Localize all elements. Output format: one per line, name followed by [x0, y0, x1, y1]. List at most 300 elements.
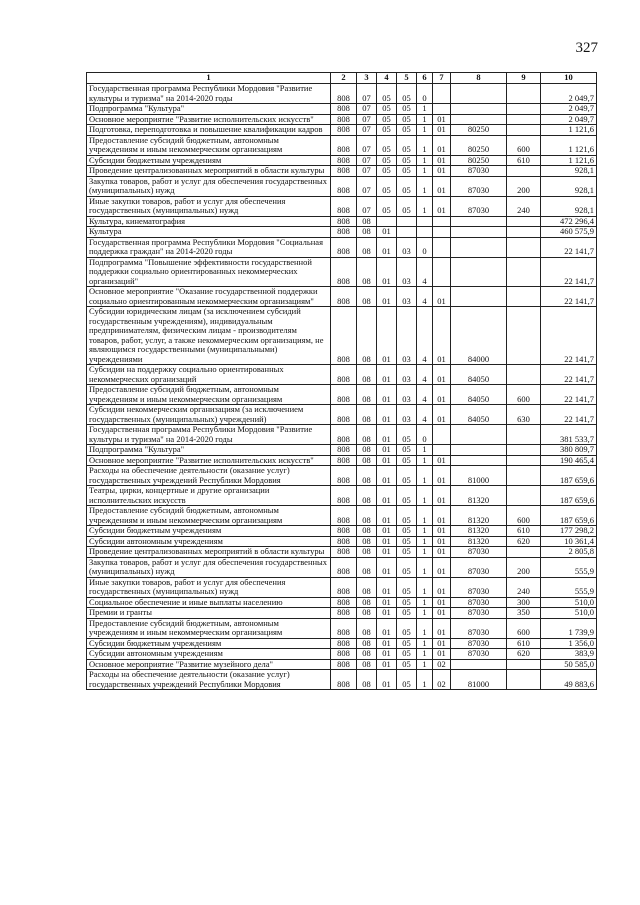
row-description: Театры, цирки, концертные и другие организации исполнительских искусств — [87, 486, 331, 506]
row-code — [451, 425, 507, 445]
row-description: Субсидии бюджетным учреждениям — [87, 526, 331, 537]
row-code — [433, 445, 451, 456]
row-code: 05 — [397, 125, 417, 136]
row-code: 87030 — [451, 547, 507, 558]
row-code: 01 — [433, 547, 451, 558]
row-description: Закупка товаров, работ и услуг для обеспечения государственных (муниципальных) нужд — [87, 557, 331, 577]
row-code: 01 — [433, 455, 451, 466]
row-code: 1 — [417, 506, 433, 526]
row-code — [507, 237, 541, 257]
table-row — [87, 385, 597, 405]
row-description: Субсидии на поддержку социально ориентированных некоммерческих организаций — [87, 365, 331, 385]
row-description: Расходы на обеспечение деятельности (оказание услуг) государственных учреждений Республики Мордовия — [87, 670, 331, 690]
row-code: 808 — [331, 237, 357, 257]
table-row — [87, 670, 597, 690]
row-amount: 187 659,6 — [541, 506, 597, 526]
table-row — [87, 287, 597, 307]
table-row — [87, 659, 597, 670]
row-code — [507, 166, 541, 177]
row-code: 01 — [433, 287, 451, 307]
row-code: 01 — [433, 597, 451, 608]
row-code: 05 — [397, 486, 417, 506]
row-code: 08 — [357, 638, 377, 649]
row-code: 81320 — [451, 536, 507, 547]
row-code — [507, 84, 541, 104]
row-code: 01 — [433, 405, 451, 425]
row-code: 4 — [417, 257, 433, 287]
row-code — [377, 216, 397, 227]
row-code: 08 — [357, 659, 377, 670]
row-code — [507, 659, 541, 670]
row-code: 01 — [433, 176, 451, 196]
row-amount: 1 121,6 — [541, 155, 597, 166]
row-description: Культура — [87, 227, 331, 238]
row-code: 05 — [377, 104, 397, 115]
row-code: 200 — [507, 557, 541, 577]
row-amount: 177 298,2 — [541, 526, 597, 537]
table-row — [87, 196, 597, 216]
row-amount: 187 659,6 — [541, 466, 597, 486]
row-code — [507, 365, 541, 385]
table-header-row — [87, 73, 597, 84]
row-code: 81320 — [451, 506, 507, 526]
row-amount: 22 141,7 — [541, 287, 597, 307]
row-code: 05 — [397, 536, 417, 547]
row-code: 01 — [377, 425, 397, 445]
row-code: 01 — [377, 227, 397, 238]
row-code: 01 — [433, 155, 451, 166]
row-code: 05 — [397, 84, 417, 104]
table-row — [87, 405, 597, 425]
row-code: 08 — [357, 536, 377, 547]
row-code — [433, 227, 451, 238]
row-code: 1 — [417, 486, 433, 506]
row-description: Премии и гранты — [87, 608, 331, 619]
row-code — [507, 227, 541, 238]
row-amount: 22 141,7 — [541, 405, 597, 425]
row-code: 05 — [377, 84, 397, 104]
row-code: 01 — [377, 307, 397, 365]
row-code: 08 — [357, 257, 377, 287]
row-code: 01 — [433, 638, 451, 649]
row-code: 07 — [357, 84, 377, 104]
row-code: 01 — [433, 608, 451, 619]
table-row — [87, 155, 597, 166]
row-code: 84050 — [451, 365, 507, 385]
row-code: 1 — [417, 577, 433, 597]
row-code: 01 — [377, 536, 397, 547]
row-code: 620 — [507, 536, 541, 547]
row-code: 05 — [397, 466, 417, 486]
row-code: 02 — [433, 659, 451, 670]
row-code: 87030 — [451, 638, 507, 649]
row-code: 01 — [433, 125, 451, 136]
row-code: 240 — [507, 577, 541, 597]
row-code: 808 — [331, 287, 357, 307]
row-code — [507, 125, 541, 136]
row-code: 808 — [331, 526, 357, 537]
row-code: 808 — [331, 670, 357, 690]
row-amount: 1 121,6 — [541, 125, 597, 136]
row-code: 01 — [377, 257, 397, 287]
row-code: 05 — [397, 455, 417, 466]
row-code: 01 — [433, 557, 451, 577]
row-code: 87030 — [451, 618, 507, 638]
row-code: 87030 — [451, 577, 507, 597]
row-code — [417, 216, 433, 227]
row-code — [507, 307, 541, 365]
row-code: 08 — [357, 547, 377, 558]
row-code: 80250 — [451, 135, 507, 155]
row-code: 08 — [357, 466, 377, 486]
row-code: 01 — [433, 365, 451, 385]
row-amount: 49 883,6 — [541, 670, 597, 690]
row-code: 01 — [433, 618, 451, 638]
row-code — [451, 114, 507, 125]
row-code: 05 — [397, 649, 417, 660]
row-code: 350 — [507, 608, 541, 619]
row-code: 01 — [433, 486, 451, 506]
row-description: Государственная программа Республики Мордовия "Развитие культуры и туризма" на 2014-2020 годы — [87, 84, 331, 104]
row-code: 808 — [331, 166, 357, 177]
row-code: 01 — [433, 135, 451, 155]
row-code: 08 — [357, 577, 377, 597]
row-amount: 190 465,4 — [541, 455, 597, 466]
row-code: 05 — [397, 597, 417, 608]
row-code: 01 — [377, 466, 397, 486]
row-code: 1 — [417, 135, 433, 155]
row-code — [507, 445, 541, 456]
row-code — [433, 104, 451, 115]
row-code: 05 — [397, 608, 417, 619]
row-code: 08 — [357, 445, 377, 456]
row-code: 600 — [507, 385, 541, 405]
row-code: 1 — [417, 670, 433, 690]
row-code: 01 — [433, 307, 451, 365]
table-row — [87, 84, 597, 104]
row-code: 808 — [331, 307, 357, 365]
row-code: 05 — [397, 659, 417, 670]
row-code — [507, 216, 541, 227]
column-header: 10 — [541, 73, 597, 84]
column-header: 1 — [87, 73, 331, 84]
row-code: 07 — [357, 114, 377, 125]
row-code: 4 — [417, 365, 433, 385]
row-code: 05 — [397, 557, 417, 577]
budget-table — [86, 72, 597, 690]
row-description: Подпрограмма "Культура" — [87, 445, 331, 456]
row-code: 01 — [377, 385, 397, 405]
table-row — [87, 526, 597, 537]
row-code: 01 — [433, 196, 451, 216]
row-code: 08 — [357, 425, 377, 445]
row-code: 87030 — [451, 166, 507, 177]
table-row — [87, 445, 597, 456]
row-code: 08 — [357, 385, 377, 405]
row-description: Социальное обеспечение и иные выплаты населению — [87, 597, 331, 608]
row-code: 01 — [377, 649, 397, 660]
row-code: 84000 — [451, 307, 507, 365]
table-row — [87, 176, 597, 196]
row-code: 87030 — [451, 649, 507, 660]
row-code: 05 — [377, 125, 397, 136]
row-code: 07 — [357, 176, 377, 196]
row-code: 808 — [331, 196, 357, 216]
row-amount: 1 356,0 — [541, 638, 597, 649]
row-code: 05 — [397, 425, 417, 445]
row-code: 03 — [397, 287, 417, 307]
row-code: 808 — [331, 84, 357, 104]
row-code: 05 — [397, 104, 417, 115]
row-code — [397, 227, 417, 238]
row-code: 1 — [417, 526, 433, 537]
row-code — [451, 104, 507, 115]
row-code: 808 — [331, 425, 357, 445]
row-code: 808 — [331, 506, 357, 526]
table-row — [87, 455, 597, 466]
row-code: 808 — [331, 365, 357, 385]
row-code: 1 — [417, 536, 433, 547]
row-description: Расходы на обеспечение деятельности (оказание услуг) государственных учреждений Республики Мордовия — [87, 466, 331, 486]
row-code: 05 — [397, 670, 417, 690]
row-code: 1 — [417, 104, 433, 115]
row-code: 01 — [377, 557, 397, 577]
row-code: 08 — [357, 405, 377, 425]
table-row — [87, 135, 597, 155]
table-row — [87, 608, 597, 619]
row-amount: 10 361,4 — [541, 536, 597, 547]
row-code: 4 — [417, 307, 433, 365]
row-code: 07 — [357, 155, 377, 166]
row-code: 05 — [397, 638, 417, 649]
row-code: 1 — [417, 597, 433, 608]
row-amount: 187 659,6 — [541, 486, 597, 506]
table-row — [87, 425, 597, 445]
row-code: 808 — [331, 104, 357, 115]
row-code: 01 — [433, 649, 451, 660]
row-amount: 22 141,7 — [541, 237, 597, 257]
row-code: 01 — [433, 114, 451, 125]
table-row — [87, 577, 597, 597]
row-code: 200 — [507, 176, 541, 196]
row-code: 808 — [331, 638, 357, 649]
row-description: Субсидии автономным учреждениям — [87, 649, 331, 660]
row-code: 05 — [377, 114, 397, 125]
column-header: 7 — [433, 73, 451, 84]
table-row — [87, 365, 597, 385]
row-amount: 383,9 — [541, 649, 597, 660]
row-code: 01 — [377, 608, 397, 619]
row-code: 4 — [417, 385, 433, 405]
row-code: 01 — [433, 506, 451, 526]
row-description: Основное мероприятие "Развитие исполнительских искусств" — [87, 114, 331, 125]
row-code: 84050 — [451, 405, 507, 425]
row-amount: 2 049,7 — [541, 114, 597, 125]
row-amount: 472 296,4 — [541, 216, 597, 227]
row-description: Субсидии юридическим лицам (за исключением субсидий государственным учреждениям), индивидуальным предпринимателям, физическим лицам - производителям товаров, работ, услуг, а также некоммерческим организациям, не являющимся государственными (муниципальными) учреждениями — [87, 307, 331, 365]
row-code: 05 — [397, 526, 417, 537]
row-code: 03 — [397, 257, 417, 287]
row-amount: 510,0 — [541, 608, 597, 619]
row-code: 1 — [417, 608, 433, 619]
row-amount: 2 805,8 — [541, 547, 597, 558]
table-row — [87, 618, 597, 638]
row-code: 808 — [331, 597, 357, 608]
row-code: 01 — [377, 486, 397, 506]
row-code: 01 — [377, 577, 397, 597]
row-description: Предоставление субсидий бюджетным, автономным учреждениям и иным некоммерческим организациям — [87, 135, 331, 155]
row-code: 05 — [377, 135, 397, 155]
table-row — [87, 597, 597, 608]
row-description: Предоставление субсидий бюджетным, автономным учреждениям и иным некоммерческим организациям — [87, 506, 331, 526]
row-description: Проведение централизованных мероприятий в области культуры — [87, 547, 331, 558]
row-amount: 50 585,0 — [541, 659, 597, 670]
row-code: 05 — [397, 618, 417, 638]
row-code: 08 — [357, 618, 377, 638]
row-code: 08 — [357, 287, 377, 307]
row-code: 87030 — [451, 176, 507, 196]
row-code: 08 — [357, 506, 377, 526]
table-row — [87, 547, 597, 558]
row-code: 808 — [331, 659, 357, 670]
row-code — [507, 455, 541, 466]
row-code: 08 — [357, 307, 377, 365]
row-code: 808 — [331, 466, 357, 486]
row-amount: 22 141,7 — [541, 365, 597, 385]
row-code: 0 — [417, 84, 433, 104]
row-code: 05 — [397, 547, 417, 558]
row-code: 4 — [417, 287, 433, 307]
row-code: 81320 — [451, 486, 507, 506]
row-amount: 928,1 — [541, 196, 597, 216]
row-code — [507, 425, 541, 445]
row-code — [433, 216, 451, 227]
row-code: 620 — [507, 649, 541, 660]
row-code: 01 — [433, 577, 451, 597]
row-code: 08 — [357, 216, 377, 227]
row-code: 808 — [331, 114, 357, 125]
table-row — [87, 506, 597, 526]
row-code: 808 — [331, 486, 357, 506]
row-code: 03 — [397, 307, 417, 365]
row-description: Подпрограмма "Повышение эффективности государственной поддержки социально ориентированных некоммерческих организаций" — [87, 257, 331, 287]
row-code: 600 — [507, 135, 541, 155]
row-code: 87030 — [451, 597, 507, 608]
row-code: 610 — [507, 638, 541, 649]
row-code — [451, 455, 507, 466]
row-code: 808 — [331, 176, 357, 196]
row-code — [451, 84, 507, 104]
column-header: 8 — [451, 73, 507, 84]
row-amount: 1 739,9 — [541, 618, 597, 638]
column-header: 4 — [377, 73, 397, 84]
row-code: 87030 — [451, 196, 507, 216]
row-code — [507, 114, 541, 125]
row-amount: 381 533,7 — [541, 425, 597, 445]
row-code: 08 — [357, 227, 377, 238]
row-code: 808 — [331, 125, 357, 136]
row-code: 808 — [331, 557, 357, 577]
row-code: 0 — [417, 237, 433, 257]
row-description: Проведение централизованных мероприятий в области культуры — [87, 166, 331, 177]
table-row — [87, 166, 597, 177]
row-amount: 510,0 — [541, 597, 597, 608]
page-number: 327 — [575, 40, 598, 56]
row-code: 1 — [417, 649, 433, 660]
row-description: Иные закупки товаров, работ и услуг для обеспечения государственных (муниципальных) нужд — [87, 577, 331, 597]
row-code: 05 — [397, 445, 417, 456]
row-code: 1 — [417, 557, 433, 577]
row-code: 808 — [331, 135, 357, 155]
row-amount: 2 049,7 — [541, 104, 597, 115]
row-code: 808 — [331, 227, 357, 238]
row-code: 808 — [331, 577, 357, 597]
row-code: 01 — [377, 547, 397, 558]
row-code: 80250 — [451, 155, 507, 166]
row-code — [507, 287, 541, 307]
row-amount: 928,1 — [541, 176, 597, 196]
row-description: Субсидии бюджетным учреждениям — [87, 155, 331, 166]
row-code — [507, 670, 541, 690]
table-row — [87, 227, 597, 238]
row-code: 610 — [507, 526, 541, 537]
row-code: 81000 — [451, 466, 507, 486]
row-code: 05 — [397, 577, 417, 597]
row-code: 808 — [331, 618, 357, 638]
row-code: 808 — [331, 257, 357, 287]
row-code: 808 — [331, 155, 357, 166]
table-row — [87, 237, 597, 257]
row-code: 01 — [377, 405, 397, 425]
row-code: 03 — [397, 237, 417, 257]
column-header: 5 — [397, 73, 417, 84]
row-code — [507, 257, 541, 287]
row-code: 1 — [417, 659, 433, 670]
row-code: 05 — [397, 166, 417, 177]
table-row — [87, 649, 597, 660]
row-code — [433, 425, 451, 445]
row-code: 05 — [397, 506, 417, 526]
row-code: 03 — [397, 365, 417, 385]
row-description: Подпрограмма "Культура" — [87, 104, 331, 115]
table-row — [87, 486, 597, 506]
row-code: 01 — [433, 385, 451, 405]
row-description: Предоставление субсидий бюджетным, автономным учреждениям и иным некоммерческим организациям — [87, 385, 331, 405]
row-code: 03 — [397, 385, 417, 405]
row-description: Субсидии некоммерческим организациям (за исключением государственных (муниципальных) учреждений) — [87, 405, 331, 425]
row-code: 1 — [417, 176, 433, 196]
row-code — [451, 287, 507, 307]
row-code: 01 — [377, 618, 397, 638]
row-code: 01 — [377, 526, 397, 537]
row-code: 808 — [331, 216, 357, 227]
row-code — [451, 216, 507, 227]
table-row — [87, 307, 597, 365]
table-row — [87, 114, 597, 125]
row-description: Государственная программа Республики Мордовия "Социальная поддержка граждан" на 2014-2020 годы — [87, 237, 331, 257]
row-description: Основное мероприятие "Оказание государственной поддержки социально ориентированным некоммерческим организациям" — [87, 287, 331, 307]
row-description: Субсидии бюджетным учреждениям — [87, 638, 331, 649]
row-description: Иные закупки товаров, работ и услуг для обеспечения государственных (муниципальных) нужд — [87, 196, 331, 216]
row-code — [507, 466, 541, 486]
row-code: 07 — [357, 125, 377, 136]
row-code — [451, 257, 507, 287]
row-code: 1 — [417, 455, 433, 466]
row-code: 08 — [357, 526, 377, 537]
row-code: 08 — [357, 455, 377, 466]
row-code — [397, 216, 417, 227]
row-description: Культура, кинематография — [87, 216, 331, 227]
